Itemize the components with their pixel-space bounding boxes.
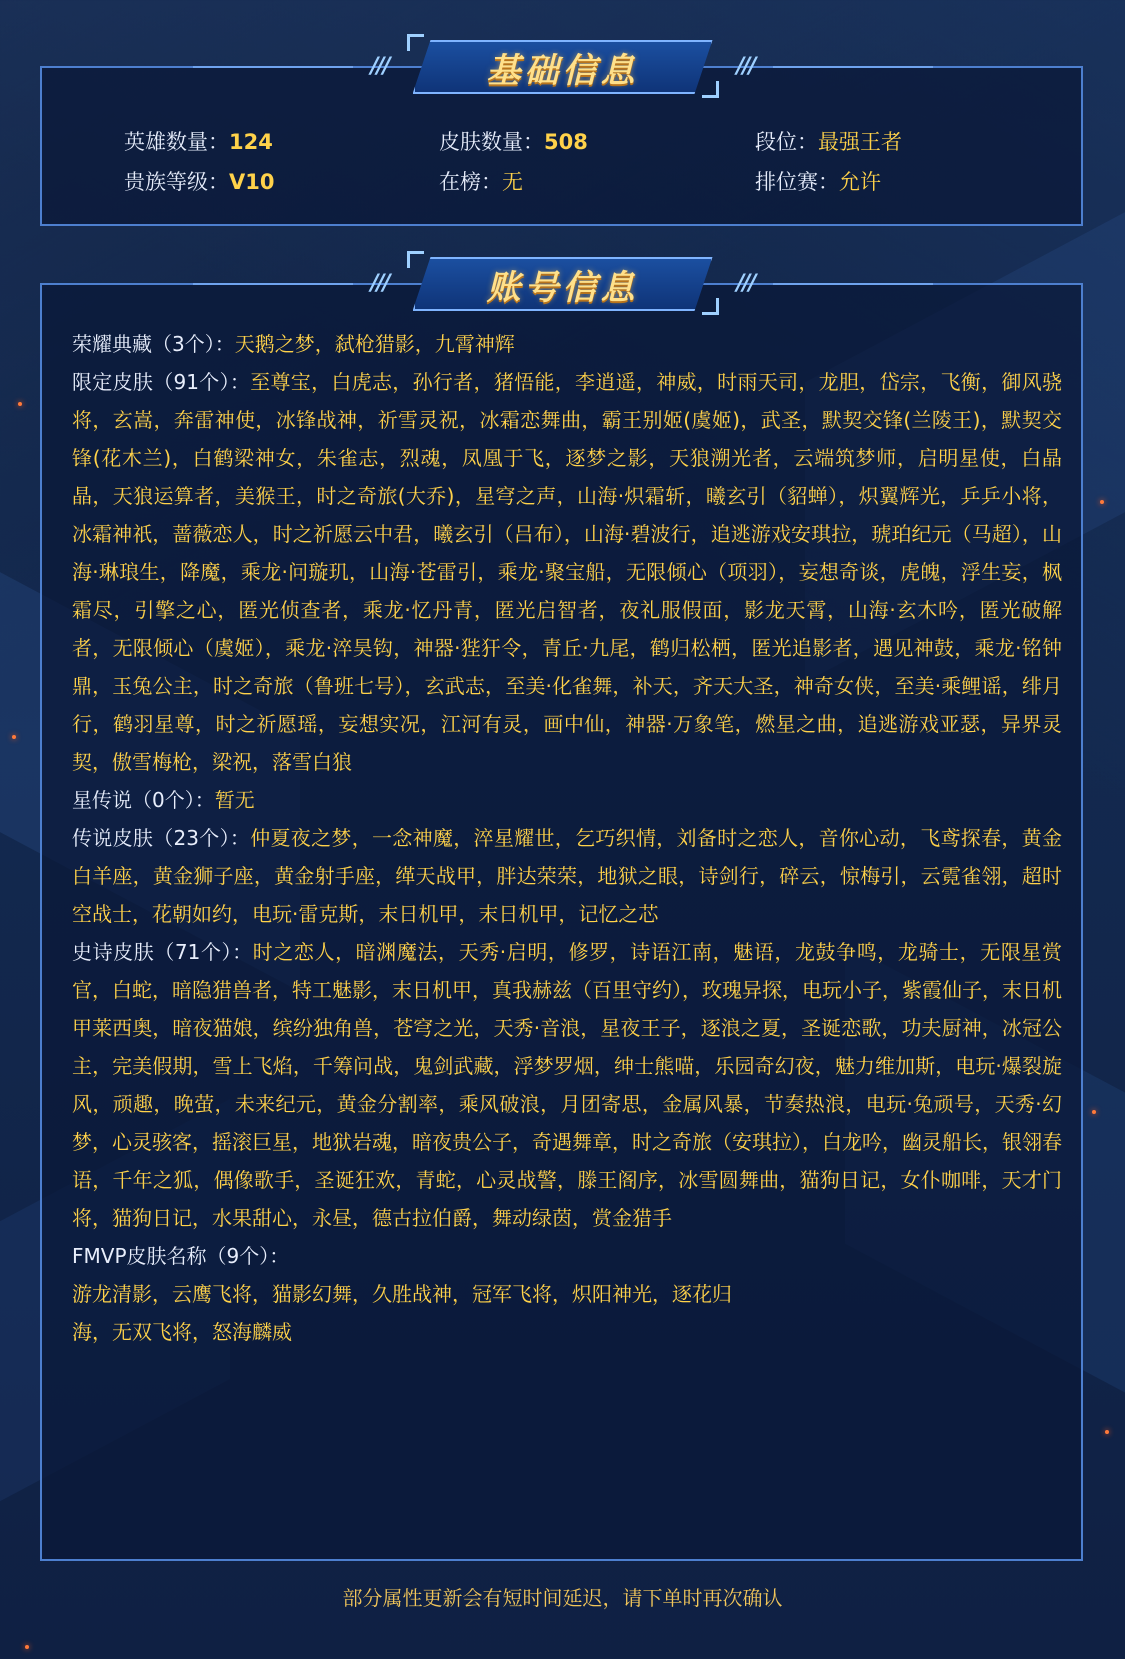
fmvp-content-line2: 海，无双飞将，怒海麟威 (72, 1320, 292, 1344)
basic-info-title: 基础信息 (486, 50, 639, 91)
fmvp-content-line1: 游龙清影，云鹰飞将，猫影幻舞，久胜战神，冠军飞将，炽阳神光，逐花归 (72, 1282, 732, 1306)
fmvp-content-row (72, 1313, 1062, 1351)
header-slash-decoration: /// (736, 271, 755, 296)
ember-decoration (1100, 500, 1104, 504)
epic-label: 史诗皮肤（71个）： (72, 940, 253, 964)
header-slash-decoration: /// (736, 54, 755, 79)
star-label: 星传说（0个）： (72, 788, 215, 812)
account-info-body (72, 325, 1062, 1351)
header-slash-decoration: /// (370, 54, 389, 79)
ember-decoration (1105, 1430, 1109, 1434)
leaderboard-label: 在榜： (439, 170, 502, 194)
star-legend-row (72, 781, 1062, 819)
ember-decoration (25, 1645, 29, 1649)
ember-decoration (18, 402, 22, 406)
account-info-title: 账号信息 (486, 267, 639, 308)
header-divider-line (773, 283, 933, 285)
skin-count-value: 508 (544, 130, 588, 154)
noble-level (124, 166, 274, 196)
fmvp-label: FMVP皮肤名称（9个）： (72, 1244, 290, 1268)
epic-content: 时之恋人，暗渊魔法，天秀·启明，修罗，诗语江南，魅语，龙鼓争鸣，龙骑士，无限星赏官，白蛇，暗隐猎兽者，特工魅影，末日机甲，真我赫兹（百里守约），玫瑰异探，电玩小子，紫霞仙子，末日机甲莱西奥，暗夜猫娘，缤纷独角兽，苍穹之光，天秀·音浪，星夜王子，逐浪之夏，圣诞恋歌，功夫厨神，冰冠公主，完美假期，雪上飞焰，千筹问战，鬼剑武藏，浮梦罗烟，绅士熊喵，乐园奇幻夜，魅力维加斯，电玩·爆裂旋风，顽趣，晚萤，未来纪元，黄金分割率，乘风破浪，月团寄思，金属风暴，节奏热浪，电玩·兔顽号，天秀·幻梦，心灵骇客，摇滚巨星，地狱岩魂，暗夜贵公子，奇遇舞章，时之奇旅（安琪拉），白龙吟，幽灵船长，银翎春语，千年之狐，偶像歌手，圣诞狂欢，青蛇，心灵战警，滕王阁序，冰雪圆舞曲，猫狗日记，女仆咖啡，天才门将，猫狗日记，水果甜心，永昼，德古拉伯爵，舞动绿茵，赏金猎手 (72, 940, 1062, 1230)
skin-count-label: 皮肤数量： (439, 130, 544, 154)
noble-label: 贵族等级： (124, 170, 229, 194)
glory-collection-row (72, 325, 1062, 363)
basic-info-header (353, 34, 773, 98)
glory-label: 荣耀典藏（3个）： (72, 332, 235, 356)
account-info-panel (40, 283, 1083, 1561)
epic-skins-row (72, 933, 1062, 1237)
account-info-header (353, 251, 773, 315)
ember-decoration (12, 735, 16, 739)
limited-label: 限定皮肤（91个）： (72, 370, 251, 394)
header-divider-line (193, 66, 353, 68)
rank-label: 段位： (755, 130, 818, 154)
ranked-label: 排位赛： (755, 170, 839, 194)
fmvp-content-row (72, 1275, 1062, 1313)
header-divider-line (773, 66, 933, 68)
glory-content: 天鹅之梦，弑枪猎影，九霄神辉 (234, 332, 515, 356)
ranked-value: 允许 (839, 170, 881, 194)
fmvp-skins-row (72, 1237, 1062, 1275)
footer-notice: 部分属性更新会有短时间延迟，请下单时再次确认 (342, 1586, 783, 1610)
legend-content: 仲夏夜之梦，一念神魔，淬星耀世，乞巧织情，刘备时之恋人，音你心动，飞鸢探春，黄金白羊座，黄金狮子座，黄金射手座，缂天战甲，胖达荣荣，地狱之眼，诗剑行，碎云，惊梅引，云霓雀翎，超时空战士，花朝如约，电玩·雷克斯，末日机甲，末日机甲，记忆之芯 (72, 826, 1063, 926)
ember-decoration (1092, 1110, 1096, 1114)
legend-skins-row (72, 819, 1062, 933)
rank (755, 126, 902, 156)
ranked-match (755, 166, 881, 196)
limited-content: 至尊宝，白虎志，孙行者，猪悟能，李逍遥，神威，时雨天司，龙胆，岱宗，飞衡，御风骁将，玄嵩，奔雷神使，冰锋战神，祈雪灵祝，冰霜恋舞曲，霸王别姬(虞姬)，武圣，默契交锋(兰陵王)，默契交锋(花木兰)，白鹤梁神女，朱雀志，烈魂，凤凰于飞，逐梦之影，天狼溯光者，云端筑梦师，启明星使，白晶晶，天狼运算者，美猴王，时之奇旅(大乔)，星穹之声，山海·炽霜斩，曦玄引（貂蝉），炽翼辉光，乒乒小将，冰霜神祇，蔷薇恋人，时之祈愿云中君，曦玄引（吕布），山海·碧波行，追逃游戏安琪拉，琥珀纪元（马超），山海·琳琅生，降魔，乘龙·问璇玑，山海·苍雷引，乘龙·聚宝船，无限倾心（项羽），妄想奇谈，虎魄，浮生妄，枫霜尽，引擎之心，匿光侦查者，乘龙·忆丹青，匿光启智者，夜礼服假面，影龙天霄，山海·玄木吟，匿光破解者，无限倾心（虞姬），乘龙·淬昊钩，神器·狴犴令，青丘·九尾，鹤归松栖，匿光追影者，遇见神鼓，乘龙·铭钟鼎，玉兔公主，时之奇旅（鲁班七号），玄武志，至美·化雀舞，补天，齐天大圣，神奇女侠，至美·乘鲤谣，绯月行，鹤羽星尊，时之祈愿瑶，妄想实况，江河有灵，画中仙，神器·万象笔，燃星之曲，追逃游戏亚瑟，异界灵契，傲雪梅枪，梁祝，落雪白狼 (72, 370, 1063, 774)
leaderboard (439, 166, 523, 196)
star-content: 暂无 (214, 788, 255, 812)
header-slash-decoration: /// (370, 271, 389, 296)
legend-label: 传说皮肤（23个）： (72, 826, 251, 850)
hero-count-label: 英雄数量： (124, 130, 229, 154)
rank-value: 最强王者 (818, 130, 902, 154)
hero-count-value: 124 (229, 130, 273, 154)
limited-skins-row (72, 363, 1062, 781)
header-divider-line (193, 283, 353, 285)
skin-count (439, 126, 588, 156)
hero-count (124, 126, 273, 156)
leaderboard-value: 无 (502, 170, 523, 194)
noble-value: V10 (229, 170, 275, 194)
